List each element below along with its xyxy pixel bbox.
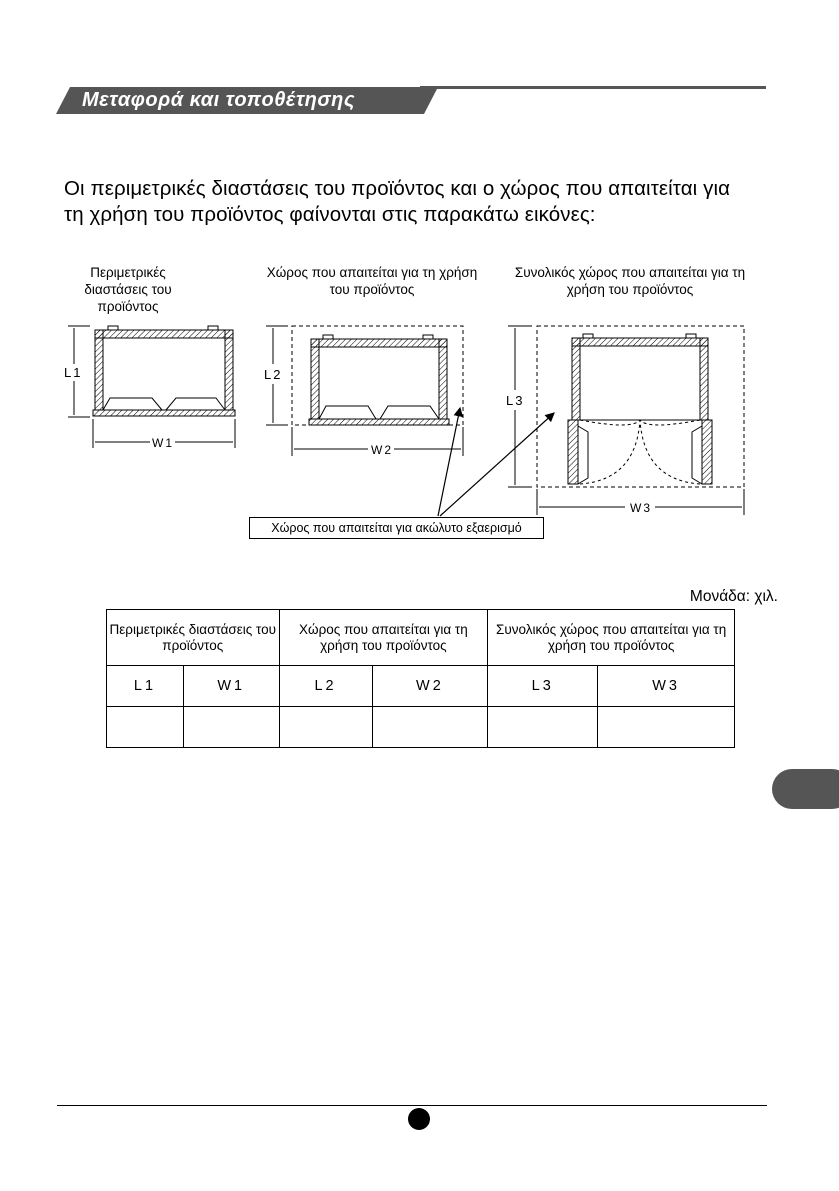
page-number-dot (408, 1108, 430, 1130)
dimensions-table (106, 609, 735, 748)
section-title: Μεταφορά και τοποθέτησης (82, 89, 355, 111)
label-W2: W2 (371, 443, 393, 457)
dimension-diagrams (0, 0, 839, 560)
table-column-header: W3 (598, 666, 735, 707)
figure-1-fridge (93, 326, 235, 416)
table-column-header: W1 (183, 666, 279, 707)
figure-3-fridge (568, 334, 712, 484)
table-group-header: Συνολικός χώρος που απαιτείται για τη χρήση του προϊόντος (488, 610, 735, 666)
table-column-header: W2 (372, 666, 488, 707)
figure-1-caption: Περιμετρικές διαστάσεις του προϊόντος (84, 265, 172, 314)
table-cell (183, 707, 279, 748)
table-cell (598, 707, 735, 748)
label-L2: L2 (264, 367, 283, 382)
label-L1: L1 (64, 365, 83, 380)
table-group-header-row (107, 610, 735, 666)
table-cell (279, 707, 372, 748)
table-column-header: L2 (279, 666, 372, 707)
table-cell (107, 707, 184, 748)
footer-rule (57, 1105, 767, 1106)
table-column-header-row (107, 666, 735, 707)
figure-3-door-swing-arcs (580, 420, 700, 484)
label-W1: W1 (152, 436, 174, 450)
table-cell (372, 707, 488, 748)
table-group-header: Χώρος που απαιτείται για τη χρήση του προϊόντος (279, 610, 488, 666)
unit-label: Μονάδα: χιλ. (689, 588, 778, 605)
table-column-header: L3 (488, 666, 598, 707)
figure-3-caption: Συνολικός χώρος που απαιτείται για τη χρήση του προϊόντος (514, 265, 746, 297)
figure-1-dimension-lines (68, 326, 235, 448)
figure-2-caption: Χώρος που απαιτείται για τη χρήση του προϊόντος (266, 265, 478, 297)
ventilation-callout: Χώρος που απαιτείται για ακώλυτο εξαερισμό (249, 517, 544, 539)
label-L3: L3 (506, 393, 525, 408)
side-thumb-tab (772, 769, 839, 809)
table-cell (488, 707, 598, 748)
table-value-row (107, 707, 735, 748)
table-group-header: Περιμετρικές διαστάσεις του προϊόντος (107, 610, 280, 666)
figure-2-fridge (309, 335, 449, 425)
intro-paragraph: Οι περιμετρικές διαστάσεις του προϊόντος και ο χώρος που απαιτείται για τη χρήση του προϊόντος φαίνονται στις παρακάτω εικόνες: (64, 177, 731, 226)
table-column-header: L1 (107, 666, 184, 707)
label-W3: W3 (630, 501, 652, 515)
